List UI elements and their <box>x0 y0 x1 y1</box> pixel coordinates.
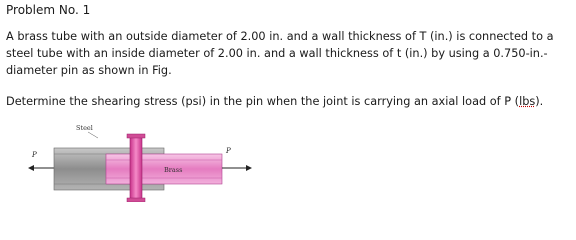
question-end: ). <box>535 95 544 108</box>
left-load-arrow <box>28 165 54 171</box>
brass-label: Brass <box>164 166 183 174</box>
left-load-label: P <box>32 151 37 159</box>
problem-question <box>6 94 574 110</box>
problem-title: Problem No. 1 <box>6 3 91 17</box>
steel-label: Steel <box>76 124 93 132</box>
right-load-arrow <box>222 165 252 171</box>
question-text: Determine the shearing stress (psi) in the pin when the joint is carrying an axial load of P ( <box>6 95 520 108</box>
problem-statement: A brass tube with an outside diameter of 2.00 in. and a wall thickness of T (in.) is connected to a steel tube with an inside diameter of 2.00 in. and a wall thickness of t (in.) by using a 0.750-in.-diameter pin as shown in Fig. <box>6 30 554 77</box>
right-load-label: P <box>226 147 231 155</box>
question-unit: lbs <box>519 95 536 108</box>
pin-joint-figure <box>26 122 256 202</box>
pin-joint-diagram <box>26 122 256 202</box>
